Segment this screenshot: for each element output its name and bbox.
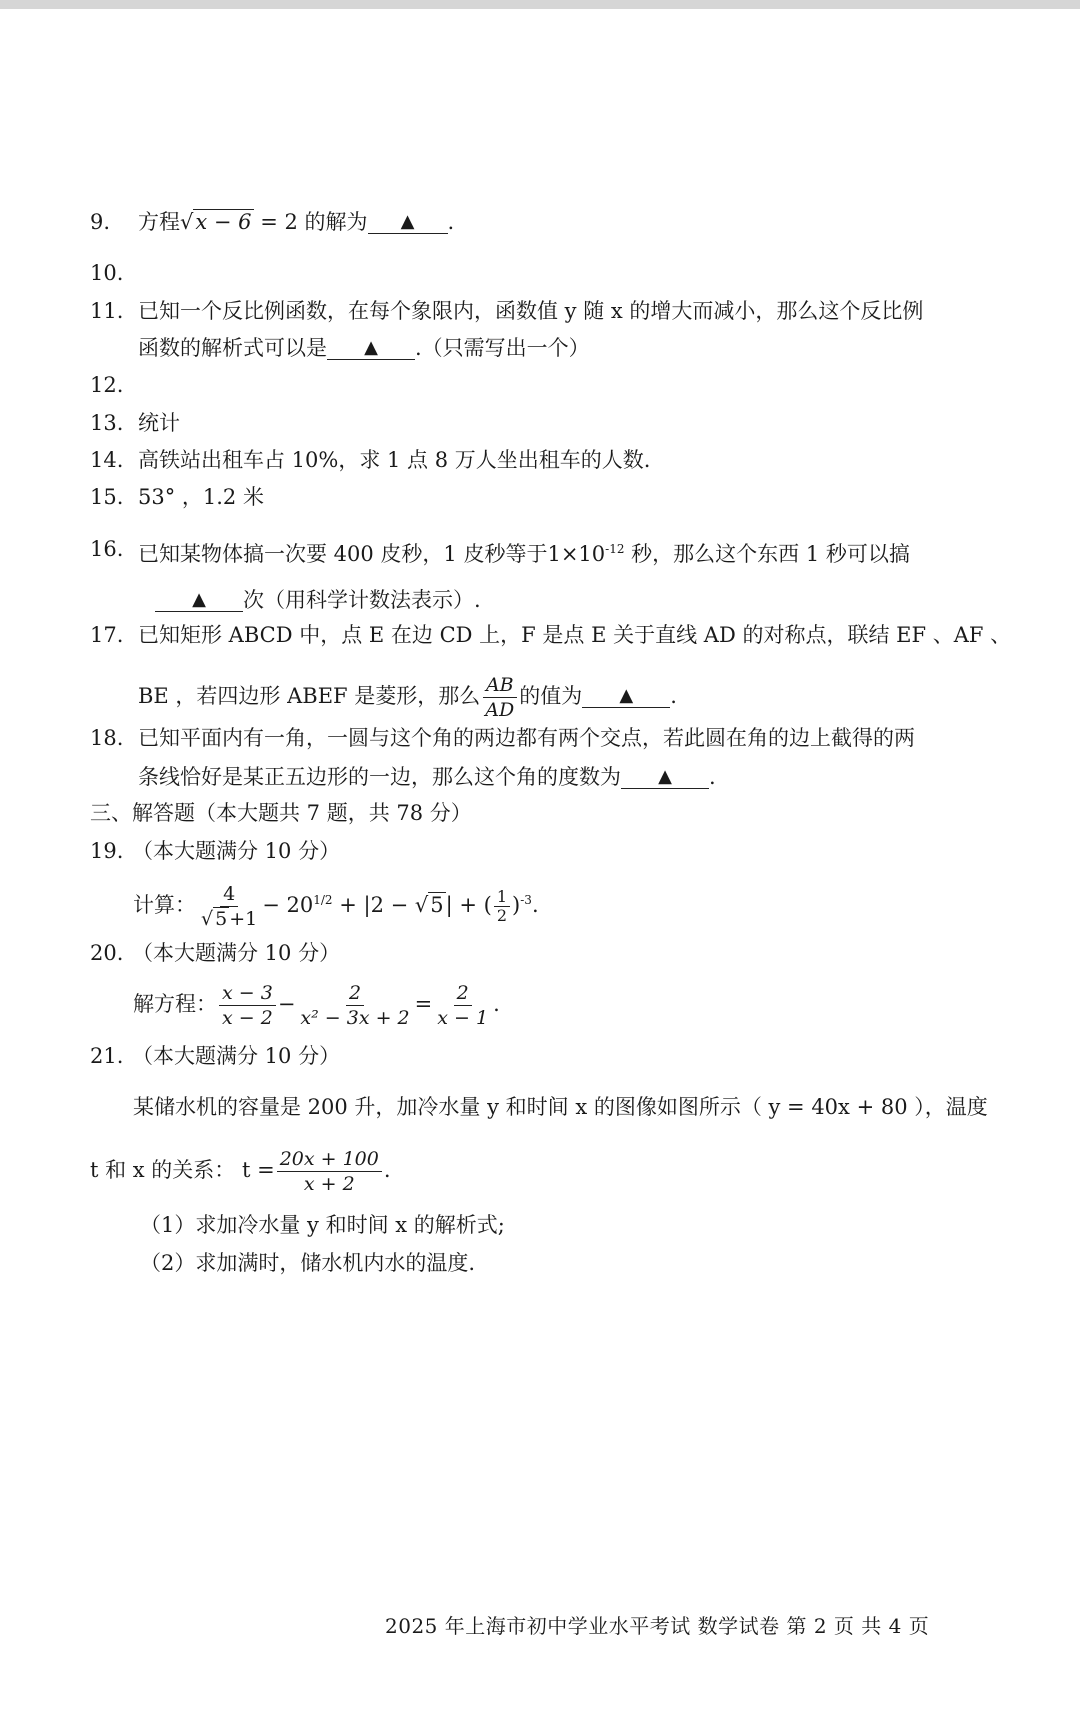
q21-para2 (90, 1142, 391, 1198)
q20-fraction-a (219, 981, 276, 1030)
answer-blank[interactable] (368, 209, 448, 234)
frac-numerator: 2 (346, 981, 364, 1006)
q19-label: 计算： (133, 893, 196, 917)
triangle-icon: ▲ (364, 337, 378, 358)
frac-numerator: x − 3 (219, 981, 276, 1006)
q14-text: 高铁站出租车占 10%，求 1 点 8 万人坐出租车的人数. (138, 448, 651, 472)
q13-text: 统计 (138, 411, 180, 435)
question-number: 20. (90, 941, 124, 965)
question-number: 10. (90, 261, 124, 285)
q18-line2: 条线恰好是某正五边形的一边，那么这个角的度数为 (138, 765, 621, 789)
question-number: 18. (90, 726, 124, 750)
frac-denominator: √ 5 +1 (201, 908, 258, 930)
question-19-expr: 计算： $\frac{4}{√ 5 +1}$ − $20^{1/2} + |2 - √5|$ + ( $\frac{1}{2}$ )$^{-3}$. (133, 883, 539, 930)
q20-fraction-c (434, 981, 491, 1030)
q19-head: （本大题满分 10 分） (132, 839, 341, 863)
triangle-icon: ▲ (400, 211, 415, 232)
answer-blank[interactable] (155, 587, 243, 612)
q21-sub2: （2）求加满时，储水机内水的温度. (140, 1251, 476, 1275)
radicand: 5 (215, 908, 228, 930)
q9-radicand: x − 6 (195, 210, 252, 234)
q17-fraction (482, 673, 517, 722)
question-16-line2 (155, 585, 481, 615)
frac-denominator: 2 (496, 906, 508, 925)
minus-sign: − (277, 992, 296, 1016)
triangle-icon: ▲ (192, 589, 206, 610)
question-number: 15. (90, 485, 124, 509)
q16-line1-post: 秒，那么这个东西 1 秒可以搞 (624, 542, 910, 566)
q9-eq: = 2 的解为 (253, 210, 368, 234)
q20-head: （本大题满分 10 分） (132, 941, 341, 965)
q9-text: 方程 (138, 210, 180, 234)
frac-denominator: x − 1 (437, 1007, 489, 1029)
q18-post: . (709, 765, 716, 789)
answer-blank[interactable] (621, 764, 709, 789)
frac-numerator: 2 (454, 981, 472, 1006)
question-17-line2 (138, 670, 677, 722)
question-number: 19. (90, 839, 124, 863)
q21-para2-text: t 和 x 的关系： t = (90, 1158, 275, 1182)
question-number: 21. (90, 1044, 124, 1068)
question-18-line2 (138, 762, 716, 792)
question-number: 13. (90, 411, 124, 435)
denominator-tail: +1 (229, 908, 258, 930)
q19-exponent-2: -3 (520, 893, 532, 907)
q19-fraction-2 (494, 888, 510, 925)
q17-line1: 已知矩形 ABCD 中，点 E 在边 CD 上，F 是点 E 关于直线 AD 的对称点，联结 EF 、AF 、 (138, 623, 1012, 647)
question-number: 11. (90, 299, 124, 323)
q19-term3: + |2 − (339, 893, 415, 917)
question-11-line2 (138, 333, 590, 363)
q21-sub1: （1）求加冷水量 y 和时间 x 的解析式; (140, 1213, 505, 1237)
q16-line2: 次（用科学计数法表示）. (243, 588, 481, 612)
question-number: 9. (90, 210, 111, 234)
top-bar (0, 0, 1080, 9)
q16-exponent: -12 (605, 542, 625, 556)
frac-numerator: AB (483, 673, 517, 698)
q21-fraction (277, 1147, 382, 1196)
q19-term2: − 20 (262, 893, 314, 917)
q11-note: .（只需写出一个） (415, 336, 590, 360)
answer-blank[interactable] (327, 335, 415, 360)
triangle-icon: ▲ (619, 685, 634, 706)
radicand: 5 (430, 893, 444, 917)
question-20-expr (133, 976, 500, 1032)
q19-term3-post: | + ( (445, 893, 492, 917)
q20-fraction-b (297, 981, 412, 1030)
q17-mid: 的值为 (519, 684, 583, 708)
question-number: 12. (90, 373, 124, 397)
frac-denominator: x + 2 (303, 1173, 355, 1195)
q16-line1: 已知某物体搞一次要 400 皮秒，1 皮秒等于1×10 (138, 542, 606, 566)
page-footer: 2025 年上海市初中学业水平考试 数学试卷 第 2 页 共 4 页 (385, 1614, 930, 1638)
q11-line1: 已知一个反比例函数，在每个象限内，函数值 y 随 x 的增大而减小，那么这个反比例 (138, 299, 924, 323)
frac-denominator: x² − 3x + 2 (300, 1007, 410, 1029)
question-number: 17. (90, 623, 124, 647)
radical-sign: √ (180, 210, 194, 234)
frac-numerator: 20x + 100 (277, 1147, 382, 1172)
frac-numerator: 4 (220, 882, 238, 907)
q17-line2: BE ，若四边形 ABEF 是菱形，那么 (138, 684, 481, 708)
q15-text: 53° ，1.2 米 (138, 485, 264, 509)
q20-post: . (493, 992, 500, 1016)
q21-para2-post: . (383, 1158, 391, 1182)
q19-fraction-1 (198, 882, 260, 931)
question-number: 14. (90, 448, 124, 472)
q17-post: . (670, 684, 677, 708)
equals-sign: = (414, 992, 433, 1016)
q20-label: 解方程： (133, 992, 217, 1016)
question-number: 16. (90, 537, 124, 561)
q11-line2: 函数的解析式可以是 (138, 336, 327, 360)
q19-paren: ) (512, 893, 521, 917)
q19-exponent: 1/2 (313, 893, 333, 907)
triangle-icon: ▲ (658, 766, 672, 787)
q18-line1: 已知平面内有一角，一圆与这个角的两边都有两个交点，若此圆在角的边上截得的两 (138, 726, 915, 750)
q19-post: . (531, 893, 539, 917)
answer-blank[interactable] (582, 683, 670, 708)
frac-denominator: AD (485, 699, 515, 721)
q21-head: （本大题满分 10 分） (132, 1044, 341, 1068)
section-3-title: 三、解答题（本大题共 7 题，共 78 分） (90, 801, 472, 825)
frac-numerator: 1 (494, 888, 510, 907)
q9-post: . (447, 210, 455, 234)
frac-denominator: x − 2 (222, 1007, 273, 1029)
q21-para1: 某储水机的容量是 200 升，加冷水量 y 和时间 x 的图像如图所示（ y = 40x + 80 ），温度 (133, 1095, 988, 1119)
